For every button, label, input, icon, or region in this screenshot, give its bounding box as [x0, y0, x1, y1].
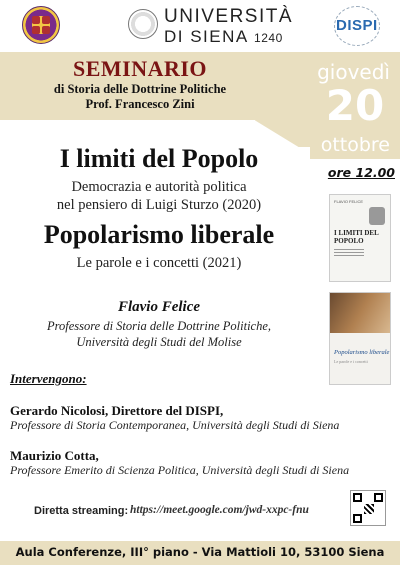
book2-cover-subtitle: Le parole e i concetti [334, 359, 368, 364]
event-month: ottobre [320, 134, 390, 156]
participant-name: Gerardo Nicolosi, Direttore del DISPI, [10, 403, 224, 418]
dispi-logo-text: DISPI [336, 17, 378, 34]
book2-cover-title: Popolarismo liberale [334, 349, 390, 356]
speaker-name: Flavio Felice [117, 299, 201, 315]
streaming-link[interactable]: https://meet.google.com/jwd-xxpc-fnu [130, 504, 309, 516]
university-year: 1240 [254, 31, 283, 45]
event-day: giovedì [317, 60, 390, 84]
university-city [164, 28, 283, 47]
participant-name: Maurizio Cotta, [10, 448, 99, 463]
participant-role: Professore Emerito di Scienza Politica, Università degli Studi di Siena [10, 463, 350, 477]
event-date: 20 [325, 81, 385, 130]
streaming-label: Diretta streaming: [34, 505, 129, 517]
university-seal-icon [128, 9, 158, 39]
book1-cover-text [334, 249, 364, 257]
speaker-role-line1: Professore di Storia delle Dottrine Politiche, [46, 319, 272, 333]
seminar-subject: di Storia delle Dottrine Politiche [53, 82, 227, 96]
university-city-label: DI SIENA [164, 27, 248, 46]
book2-cover-photo [330, 293, 390, 333]
footer-location: Aula Conferenze, III° piano - Via Mattioli 10, 53100 Siena [15, 545, 385, 559]
seminar-title: SEMINARIO [72, 56, 208, 81]
seminar-subtitle [30, 82, 250, 112]
book1-cover [329, 194, 391, 282]
qr-code-icon[interactable] [350, 490, 386, 526]
book1-subtitle [0, 178, 318, 214]
book1-subtitle-line1: Democrazia e autorità politica [71, 179, 247, 195]
author-portrait [369, 207, 385, 225]
speaker-role-line2: Università degli Studi del Molise [76, 335, 242, 349]
interventions-label: Intervengono: [10, 371, 87, 386]
book1-subtitle-line2: nel pensiero di Luigi Sturzo (2020) [56, 197, 262, 213]
participant-role: Professore di Storia Contemporanea, Università degli Studi di Siena [10, 418, 340, 432]
seminar-professor: Prof. Francesco Zini [85, 97, 195, 111]
speaker-role [0, 318, 318, 350]
university-crest-icon [22, 6, 60, 44]
book2-subtitle: Le parole e i concetti (2021) [76, 255, 242, 271]
book2-cover [329, 292, 391, 385]
university-name: UNIVERSITÀ [164, 6, 294, 27]
book1-cover-author: FLAVIO FELICE [334, 199, 364, 204]
book1-cover-title: I LIMITI DEL POPOLO [334, 229, 379, 245]
book1-title: I limiti del Popolo [59, 144, 259, 173]
book2-title: Popolarismo liberale [43, 220, 275, 249]
event-time: ore 12.00 [327, 165, 395, 180]
